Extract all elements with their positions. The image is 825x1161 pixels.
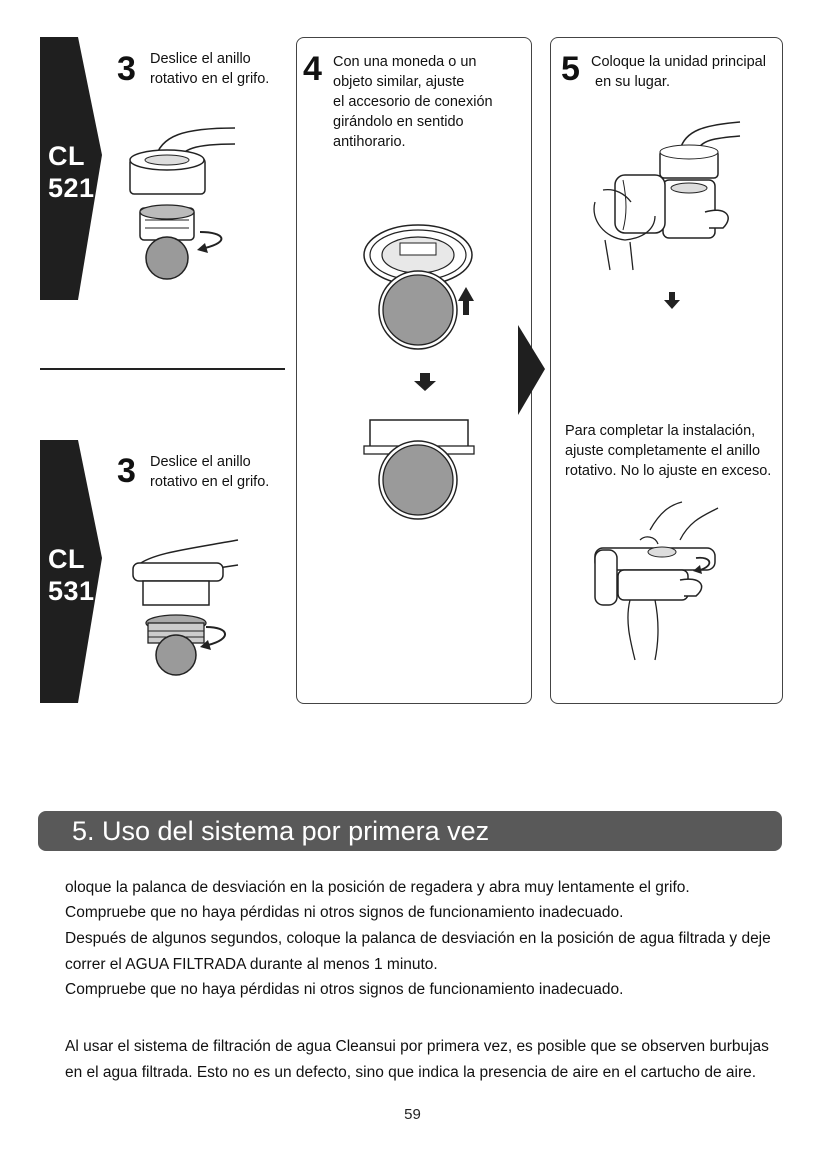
step-number-3: 3 bbox=[117, 50, 136, 88]
note-line: Para completar la instalación, bbox=[565, 423, 756, 439]
step-line: antihorario. bbox=[333, 134, 406, 150]
step-line: girándolo en sentido bbox=[333, 114, 464, 130]
note-line: rotativo. No lo ajuste en exceso. bbox=[565, 463, 772, 479]
step-line: Con una moneda o un bbox=[333, 54, 477, 70]
model-label-line2: 521 bbox=[48, 173, 95, 203]
step-text-cl531 bbox=[150, 452, 269, 492]
step-text-cl521 bbox=[150, 49, 269, 89]
page-number: 59 bbox=[404, 1106, 421, 1123]
cl531-faucet-illustration bbox=[128, 535, 278, 685]
step-line: en su lugar. bbox=[595, 74, 670, 90]
step-line: Coloque la unidad principal bbox=[591, 54, 766, 70]
step5-tighten-illustration bbox=[590, 500, 740, 670]
step-number-4: 4 bbox=[303, 50, 322, 88]
step-text-step4 bbox=[333, 52, 493, 152]
step-line: Deslice el anillo bbox=[150, 51, 251, 67]
model-label-line2: 531 bbox=[48, 576, 95, 606]
paragraph: oloque la palanca de desviación en la posición de regadera y abra muy lentamente el grifo. bbox=[65, 879, 690, 896]
step5-mount-illustration bbox=[585, 120, 755, 270]
step-line: rotativo en el grifo. bbox=[150, 474, 270, 490]
step5-note bbox=[565, 421, 771, 481]
paragraph: Al usar el sistema de filtración de agua Cleansui por primera vez, es posible que se observen burbujas en el agua filtrada. Esto no es un defecto, sino que indica la presencia de aire en el cartucho de aire. bbox=[65, 1038, 769, 1081]
note-line: ajuste completamente el anillo bbox=[565, 443, 761, 459]
paragraph: Compruebe que no haya pérdidas ni otros signos de funcionamiento inadecuado. bbox=[65, 904, 624, 921]
step-line: el accesorio de conexión bbox=[333, 94, 493, 110]
section-divider bbox=[40, 368, 285, 370]
model-label-line1: CL bbox=[48, 141, 85, 171]
step-text-step5 bbox=[591, 52, 766, 92]
step4-adapter-illustration bbox=[340, 215, 520, 515]
paragraph: Compruebe que no haya pérdidas ni otros signos de funcionamiento inadecuado. bbox=[65, 981, 624, 998]
section-title: 5. Uso del sistema por primera vez bbox=[72, 816, 490, 846]
model-tab-cl521 bbox=[40, 37, 102, 300]
model-label-line1: CL bbox=[48, 544, 85, 574]
step-number-3: 3 bbox=[117, 452, 136, 490]
step-line: objeto similar, ajuste bbox=[333, 74, 465, 90]
step-line: Deslice el anillo bbox=[150, 454, 251, 470]
next-step-arrow bbox=[518, 325, 548, 415]
step-number-5: 5 bbox=[561, 50, 580, 88]
paragraph: Después de algunos segundos, coloque la palanca de desviación en la posición de agua filtrada y deje correr el AGUA FILTRADA durante al menos 1 minuto. bbox=[65, 930, 771, 973]
down-arrow-icon bbox=[664, 292, 684, 312]
cl521-faucet-illustration bbox=[125, 120, 275, 290]
section-header-bar bbox=[38, 811, 782, 851]
model-tab-cl531 bbox=[40, 440, 102, 703]
step-line: rotativo en el grifo. bbox=[150, 71, 270, 87]
